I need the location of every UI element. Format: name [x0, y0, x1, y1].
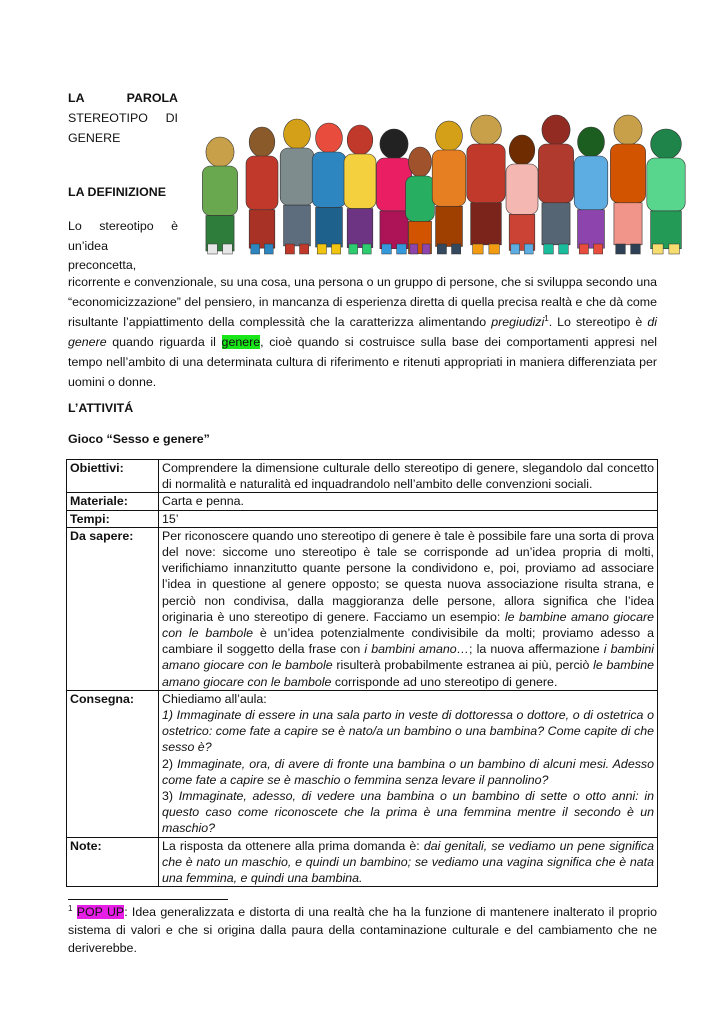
child-head	[436, 121, 463, 151]
footnote-number: 1	[68, 903, 73, 913]
row-content: La risposta da ottenere alla prima domanda è: dai genitali, se vediamo un pene significa che è nato un maschio, e quindi un bambino; se vediamo una vagina significa che è nata una femmina, e quindi una bambina.	[159, 837, 658, 887]
child-head	[542, 115, 570, 145]
child-head	[284, 119, 311, 149]
row-label: Obiettivi:	[67, 460, 159, 493]
child-legs	[436, 206, 463, 246]
child-legs	[249, 210, 275, 248]
child-sock	[397, 244, 407, 254]
row-label: Tempi:	[67, 510, 159, 527]
child-legs	[316, 207, 343, 247]
child-head	[380, 129, 408, 159]
child-sock	[594, 244, 603, 254]
footnote: $^1$ POP UP: Idea generalizzata e distorta di una realtà che ha la funzione di mantenere inalterato il proprio sistema di valori e che si origina dalla paura della contaminazione culturale e del cambiamento che ne deriverebbe.	[68, 903, 658, 955]
child-body	[506, 164, 538, 214]
child-sock	[223, 244, 233, 254]
child-body	[344, 154, 376, 209]
table-row	[67, 690, 658, 837]
child-sock	[653, 244, 664, 254]
table-row	[67, 460, 658, 493]
row-content: 15’	[159, 510, 658, 527]
child-sock	[511, 244, 520, 254]
question-3: 3) Immaginate, adesso, di vedere una bambina o un bambino di sette o otto anni: in questo caso come riconoscete che la prima è una femmina mentre il secondo è un maschio?	[162, 789, 654, 836]
definition-heading: LA DEFINIZIONE	[68, 185, 166, 199]
child-body	[647, 158, 685, 211]
activity-heading: L’ATTIVITÁ	[68, 401, 134, 415]
title-word-stereotipo: STEREOTIPO	[68, 111, 148, 125]
child-sock	[559, 244, 569, 254]
child-sock	[473, 244, 484, 254]
child-sock	[317, 244, 326, 254]
child-body	[467, 144, 505, 203]
row-label: Materiale:	[67, 493, 159, 510]
title-word-genere: GENERE	[68, 131, 121, 145]
row-content: Per riconoscere quando uno stereotipo di genere è tale è possibile fare una sorta di prova del nove: siccome uno stereotipo è tale se corrisponde ad un’idea propria di molti, verifichiamo innanzitutto quante persone la condividono e, poi, proviamo ad associare l’idea in questione al genere opposto; se questa nuova associazione risulta strana, e perciò non condivisa, dalla maggioranza delle persone, allora significa che l’idea originaria è uno stereotipo di genere. Facciamo un esempio: le bambine amano giocare con le bambole è un’idea potenzialmente condivisibile da molti; proviamo adesso a cambiare il soggetto della frase con i bambini amano…; la nuova affermazione i bambini amano giocare con le bambole risulterà probabilmente estranea ai più, perciò le bambine amano giocare con le bambole corrisponde ad uno stereotipo di genere.	[159, 527, 658, 690]
child-body	[406, 176, 435, 221]
child-head	[578, 127, 605, 157]
child-legs	[542, 203, 570, 245]
row-label: Consegna:	[67, 690, 159, 837]
child-sock	[452, 244, 461, 254]
row-label: Da sapere:	[67, 527, 159, 690]
table-row	[67, 837, 658, 887]
child-sock	[264, 244, 273, 254]
child-head	[206, 137, 234, 167]
child-sock	[382, 244, 392, 254]
definition-word: stereotipo	[99, 219, 154, 233]
table-row	[67, 510, 658, 527]
child-sock	[631, 244, 641, 254]
child-sock	[579, 244, 588, 254]
child-legs	[284, 205, 311, 246]
table-row	[67, 493, 658, 510]
definition-opening	[68, 217, 178, 276]
child-legs	[471, 203, 502, 245]
child-legs	[347, 209, 373, 248]
definition-word: Lo	[68, 219, 82, 233]
page-title-continued	[68, 108, 178, 148]
child-sock	[669, 244, 680, 254]
child-sock	[285, 244, 294, 254]
child-sock	[332, 244, 341, 254]
child-sock	[544, 244, 554, 254]
child-head	[408, 147, 431, 177]
question-2: 2) Immaginate, ora, di avere di fronte una bambina o un bambino di alcuni mesi. Adesso come fate a capire se è maschio o femmina senza levare il pannolino?	[162, 756, 654, 787]
child-body	[246, 156, 278, 210]
child-head	[509, 135, 535, 165]
row-content: Comprendere la dimensione culturale dello stereotipo di genere, slegandolo dal concetto di normalità e naturalità ed inquadrandolo nell’ambito delle convenzioni sociali.	[159, 460, 658, 493]
row-label: Note:	[67, 837, 159, 887]
child-body	[280, 148, 314, 205]
child-head	[316, 123, 343, 153]
title-word-la: LA	[68, 91, 85, 105]
table-row	[67, 527, 658, 690]
child-body	[610, 144, 645, 203]
title-word-parola: PAROLA	[126, 91, 178, 105]
child-legs	[380, 211, 408, 249]
child-sock	[362, 244, 371, 254]
child-sock	[437, 244, 446, 254]
child-head	[347, 125, 373, 155]
child-sock	[300, 244, 309, 254]
question-1: 1) Immaginate di essere in una sala parto in veste di dottoressa o dottore, o di ostetrica o ostetrico: come fate a capire se è nato/a un bambino o una bambina? Come capite di che sesso è?	[162, 708, 654, 755]
game-title: Gioco “Sesso e genere”	[68, 432, 210, 446]
activity-table	[66, 459, 658, 887]
definition-word: un’idea	[68, 238, 108, 253]
row-content: Carta e penna.	[159, 493, 658, 510]
child-sock	[410, 244, 418, 254]
child-head	[249, 127, 275, 157]
definition-word: è	[171, 219, 178, 233]
child-body	[432, 150, 466, 206]
child-head	[614, 115, 642, 145]
highlighted-term: genere	[221, 335, 261, 349]
title-word-di: DI	[165, 111, 178, 125]
definition-paragraph: ricorrente e convenzionale, su una cosa, una persona o un gruppo di persone, che si sviluppa secondo una “economicizzazione” del pensiero, in mancanza di esperienza diretta di quella precisa realtà e che dà come risultante l’appiattimento della complessità che la caratterizza alimentando pregiudizi$^1$. Lo stereotipo è di genere quando riguarda il genere, cioè quando si costruisce sulla base dei comportamenti appresi nel tempo nell’ambito di una determinata cultura di riferimento e ritenuti appropriati in maniera differenziata per uomini o donne.	[68, 275, 657, 389]
child-sock	[489, 244, 500, 254]
consegna-intro: Chiediamo all’aula:	[162, 691, 267, 706]
children-illustration	[190, 100, 695, 260]
footnote-highlight: POP UP	[76, 905, 125, 919]
child-body	[312, 152, 346, 207]
child-sock	[616, 244, 626, 254]
child-sock	[524, 244, 533, 254]
child-body	[202, 166, 237, 216]
child-legs	[614, 203, 642, 245]
child-sock	[349, 244, 358, 254]
child-legs	[578, 210, 605, 248]
child-body	[538, 144, 573, 203]
child-head	[651, 129, 682, 159]
child-sock	[251, 244, 260, 254]
page-title	[68, 88, 178, 108]
child-head	[471, 115, 502, 145]
row-content	[159, 690, 658, 837]
definition-word: preconcetta,	[68, 258, 137, 272]
child-legs	[651, 211, 682, 249]
child-body	[574, 156, 608, 210]
child-sock	[422, 244, 430, 254]
child-sock	[208, 244, 218, 254]
footnote-separator	[68, 899, 228, 900]
footnote-reference[interactable]: 1	[544, 313, 549, 323]
